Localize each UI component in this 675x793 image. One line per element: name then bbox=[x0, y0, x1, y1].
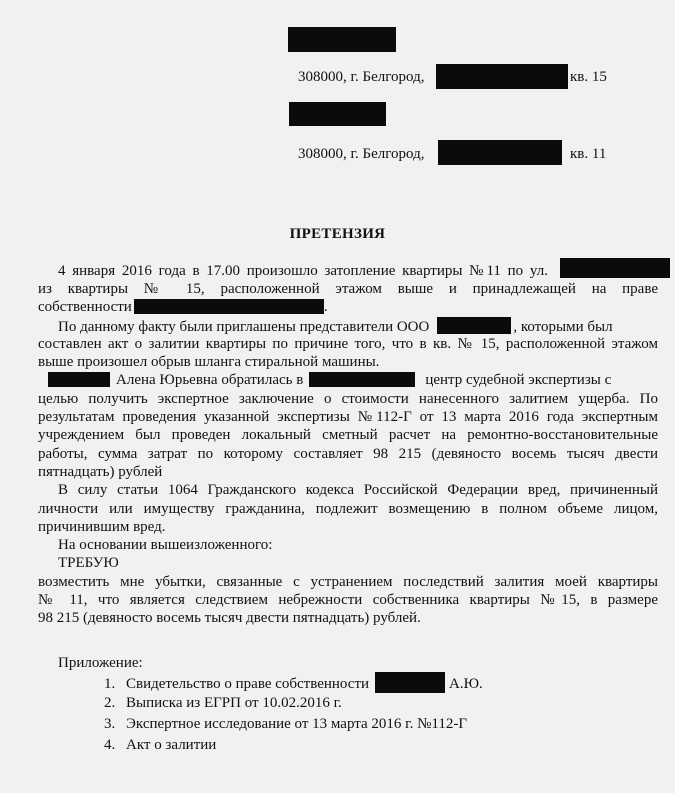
demand-word: ТРЕБУЮ bbox=[58, 555, 119, 572]
body-line: В силу статьи 1064 Гражданского кодекса Российской Федерации вред, причиненный bbox=[58, 482, 658, 499]
list-item: 4. Акт о залитии bbox=[104, 737, 217, 753]
body-line: результатам проведения указанной экспертизы №112-Г от 13 марта 2016 года экспертным bbox=[38, 409, 658, 426]
redacted-owner-name bbox=[134, 299, 324, 314]
attachments-list bbox=[104, 672, 483, 756]
address-2-city: 308000, г. Белгород, bbox=[298, 146, 425, 162]
redacted-street-3 bbox=[560, 258, 670, 278]
body-line: Алена Юрьевна обратилась в центр судебной экспертизы с bbox=[38, 371, 658, 389]
list-item: 3. Экспертное исследование от 13 марта 2016 г. №112-Г bbox=[104, 716, 468, 732]
attachments-heading: Приложение: bbox=[58, 655, 143, 671]
address-1-apt: кв. 15 bbox=[570, 69, 607, 85]
body-line: из квартиры № 15, расположенной этажом выше и принадлежащей на праве bbox=[38, 281, 658, 297]
document-body-cont bbox=[38, 280, 658, 628]
list-item: 1. Свидетельство о праве собственности А.Ю. bbox=[104, 672, 483, 693]
basis-line: На основании вышеизложенного: bbox=[58, 537, 273, 554]
body-line: возместить мне убытки, связанные с устранением последствий залития моей квартиры bbox=[38, 573, 658, 590]
body-line: № 11, что является следствием небрежности собственника квартиры №15, в размере bbox=[38, 592, 658, 609]
address-line-2 bbox=[298, 145, 424, 163]
body-line: собственности . bbox=[38, 299, 328, 316]
redacted-owner-surname bbox=[375, 672, 445, 693]
body-line: причинившим вред. bbox=[38, 518, 166, 535]
redacted-company bbox=[437, 317, 511, 334]
body-line: учреждением был проведен локальный сметный расчет на ремонтно-восстановительные bbox=[38, 427, 658, 444]
redacted-institution bbox=[309, 372, 415, 387]
redacted-name-2 bbox=[289, 102, 386, 126]
redacted-street-2 bbox=[438, 140, 562, 165]
address-2-apt: кв. 11 bbox=[570, 146, 607, 162]
body-line: 4 января 2016 года в 17.00 произошло затопление квартиры №11 по ул. bbox=[58, 263, 548, 279]
body-line: выше произошел обрыв шланга стиральной машины. bbox=[38, 354, 380, 371]
redacted-street-1 bbox=[436, 64, 568, 89]
redacted-name-1 bbox=[288, 27, 396, 52]
body-line: личности или имуществу гражданина, подлежит возмещению в полном объеме лицом, bbox=[38, 500, 658, 517]
body-line: целью получить экспертное заключение о стоимости нанесенного залитием ущерба. По bbox=[38, 390, 658, 407]
body-line: пятнадцать) рублей bbox=[38, 463, 163, 480]
body-line: 98 215 (девяносто восемь тысяч двести пятнадцать) рублей. bbox=[38, 610, 421, 627]
address-1-city: 308000, г. Белгород, bbox=[298, 69, 425, 85]
body-line: работы, сумма затрат по которому составляет 98 215 (девяносто восемь тысяч двести bbox=[38, 445, 658, 462]
body-line: составлен акт о залитии квартиры по причине того, что в кв. № 15, расположенной этажом bbox=[38, 335, 658, 352]
document-title: ПРЕТЕНЗИЯ bbox=[289, 226, 386, 242]
body-line: По данному факту были приглашены представители ООО , которыми был bbox=[58, 318, 613, 335]
list-item: 2. Выписка из ЕГРП от 10.02.2016 г. bbox=[104, 695, 342, 711]
redacted-surname bbox=[48, 372, 110, 387]
address-line-1 bbox=[298, 68, 424, 86]
